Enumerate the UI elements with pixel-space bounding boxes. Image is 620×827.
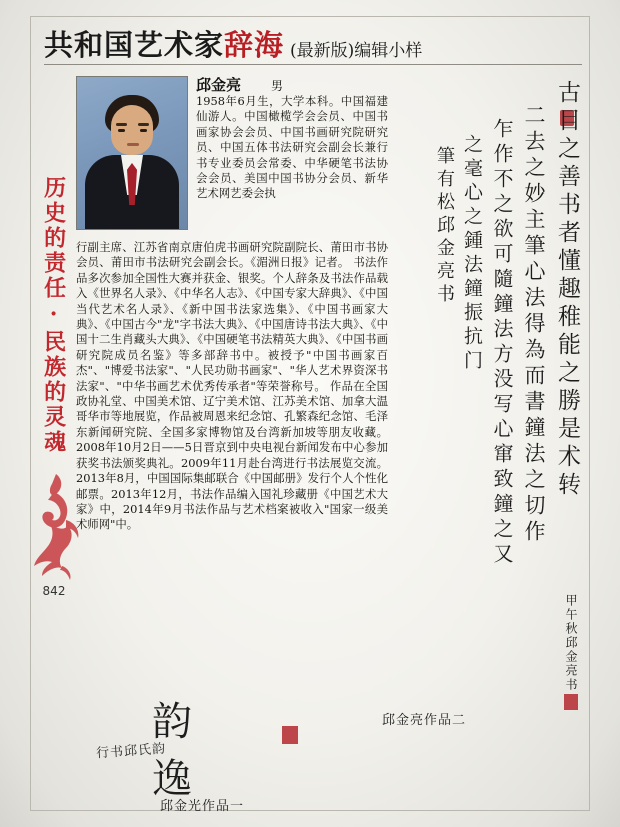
red-seal-icon [282,726,298,744]
calligraphy-column: 乍作不之欲可隨鐘法方没写心窜致鐘之又 [490,118,514,568]
vertical-title: 历史的责任·民族的灵魂 [40,175,67,455]
bio-heading [196,74,382,95]
header-title-accent: 辞海 [224,27,285,62]
artist-name: 邱金亮 [196,76,242,94]
calligraphy-columns [398,74,584,714]
artist-sex: 男 [271,79,284,93]
bottom-signature-calligraphy: 韵 逸 [152,699,206,802]
portrait-mouth [127,143,139,146]
caption-artwork-two: 邱金亮作品二 [382,713,467,728]
calligraphy-column: 二去之妙主筆心法得為而書鐘法之切作 [522,104,546,546]
header-title [44,23,284,64]
page-header [44,22,584,64]
portrait-brow-right [138,123,149,126]
page-number: 842 [42,584,66,598]
portrait-photo [76,76,188,230]
calligraphy-signature: 甲午秋邱金亮书 [564,594,578,692]
calligraphy-artwork [398,74,584,714]
bottom-signature-small: 行书邱氏韵 [95,741,167,762]
calligraphy-column: 古目之善书者懂趣稚能之勝是术转 [554,80,580,500]
portrait-brow-left [116,123,127,126]
red-seal-icon [564,694,578,710]
bio-body-text: 行副主席、江苏省南京唐伯虎书画研究院副院长、莆田市书协会员、莆田市书法研究会副会长。《湄洲日报》记者。 书法作品多次参加全国性大赛并获金、银奖。个人辞条及书法作品载入《世界名人录》、《中华名人志》、《中国专家大辞典》、《中国当代艺术名人录》、《新中国书法家选集》、《中国书画家大典》、《中国古今"龙"字书法大典》、《中国唐诗书法大典》、《中国十二生肖藏头大典》、《中国硬笔书法精英大典》、《中国书画研究院成员名鉴》等多部辞书中。被授予"中国书画家百杰"、"博爱书法家"、"人民功勋书画家"、"华人艺术界资深书法家"、"中华书画艺术优秀传承者"等荣誉称号。 作品在全国政协礼堂、中国美术馆、辽宁美术馆、江苏美术馆、加拿大温哥华市等地展览，作品被周恩来纪念馆、孔繁森纪念馆、毛泽东新闻研究院、全国多家博物馆及台湾新加坡等朋友收藏。2008年10月2日——5日晋京到中央电视台新闻发布中心参加获奖书法颁奖典礼。2009年11月赴台湾进行书法展览交流。2013年8月，中国国际集邮联合《中国邮册》发行个人个性化邮票。2013年12月，书法作品编入国礼珍藏册《中国艺术大家》中，2014年9月书法作品与艺术档案被收入"国家一级美术师网"中。 [76,240,388,532]
portrait-eye-right [140,129,147,132]
bio-intro-column: 1958年6月生，大学本科。中国福建仙游人。中国橄榄学会会员、中国书画家协会会员、中国书画研究院研究员、中国五体书法研究会副会长兼行书专业委员会常委、中华硬笔书法协会会员、美国中国书协分会员、新华艺术网艺委会执 [196,94,388,201]
portrait-eye-left [118,129,125,132]
header-title-main: 共和国艺术家 [44,27,225,62]
caption-artwork-one: 邱金光作品一 [160,799,245,814]
calligraphy-column: 之毫心之鍾法鐘振抗门 [461,134,483,374]
calligraphy-column: 筆有松邱金亮书 [434,146,455,307]
header-subtitle: (最新版)编辑小样 [290,41,423,61]
header-divider [44,64,582,65]
